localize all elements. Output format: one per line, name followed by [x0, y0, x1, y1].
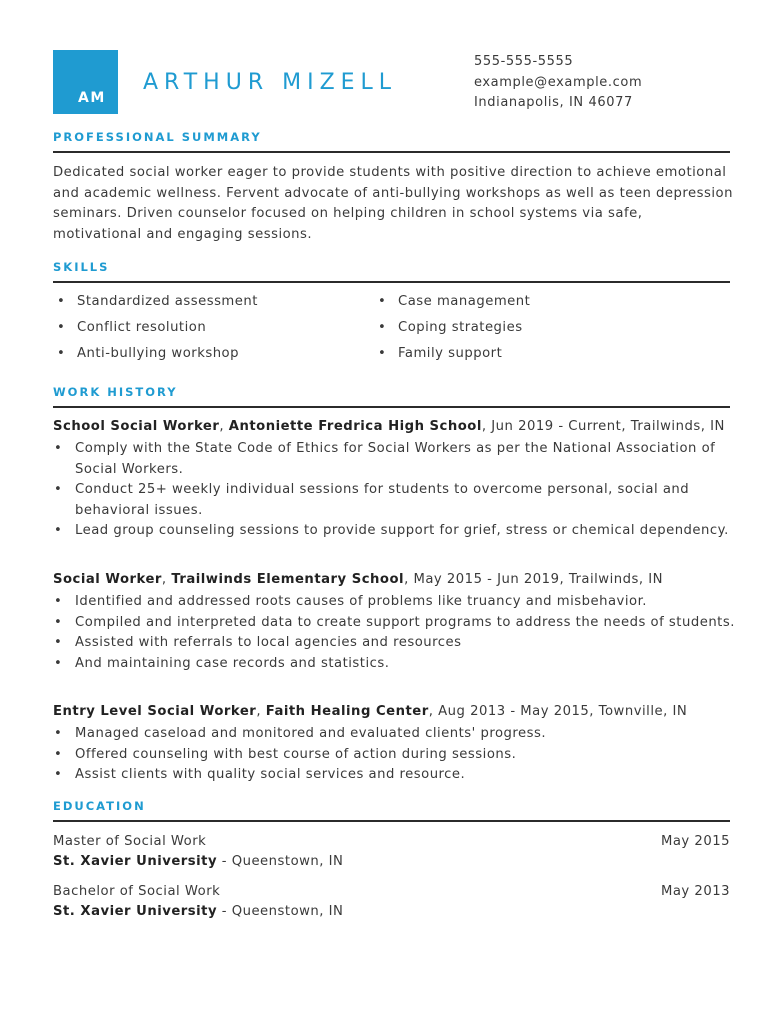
- section-divider: [53, 151, 730, 153]
- job-bullet: • And maintaining case records and statistics.: [75, 654, 735, 675]
- job-bullet-list: [75, 592, 735, 674]
- job-bullet: • Identified and addressed roots causes of problems like truancy and misbehavior.: [75, 592, 735, 613]
- job-bullet-list: [75, 724, 735, 786]
- job-header: Entry Level Social Worker, Faith Healing Center, Aug 2013 - May 2015, Townville, IN: [53, 704, 688, 719]
- section-divider: [53, 406, 730, 408]
- skill-item: • Anti-bullying workshop: [57, 346, 239, 361]
- degree-date: May 2015: [660, 834, 730, 849]
- job-employer: Trailwinds Elementary School: [171, 572, 405, 587]
- job-details: , May 2015 - Jun 2019, Trailwinds, IN: [404, 572, 663, 587]
- location: Indianapolis, IN 46077: [474, 95, 633, 110]
- work-history-heading: WORK HISTORY: [53, 385, 178, 399]
- job-bullet: • Assist clients with quality social services and resource.: [75, 765, 735, 786]
- job-header: Social Worker, Trailwinds Elementary School, May 2015 - Jun 2019, Trailwinds, IN: [53, 572, 663, 587]
- job-employer: Antoniette Fredrica High School: [228, 419, 482, 434]
- email-address: example@example.com: [474, 74, 643, 90]
- skill-item: • Family support: [378, 346, 503, 361]
- job-bullet: • Conduct 25+ weekly individual sessions for students to overcome personal, social and behavioral issues.: [75, 480, 735, 521]
- section-divider: [53, 281, 730, 283]
- school-line: [53, 904, 343, 919]
- degree-date: May 2013: [660, 884, 730, 899]
- candidate-name: ARTHUR MIZELL: [143, 70, 398, 95]
- job-details: , Jun 2019 - Current, Trailwinds, IN: [481, 419, 725, 434]
- job-bullet: • Assisted with referrals to local agencies and resources: [75, 633, 735, 654]
- monogram-badge: [53, 50, 118, 114]
- skill-item: • Standardized assessment: [57, 294, 258, 309]
- summary-text: Dedicated social worker eager to provide students with positive direction to achieve emotional and academic wellness. Fervent advocate of anti-bullying workshops as well as teen depression seminars. Driven counselor focused on helping children in school systems via safe, motivational and engaging sessions.: [53, 165, 733, 242]
- monogram-initials: AM: [78, 90, 106, 106]
- section-divider: [53, 820, 730, 822]
- job-bullet: • Compiled and interpreted data to create support programs to address the needs of students.: [75, 613, 735, 634]
- job-details: , Aug 2013 - May 2015, Townville, IN: [428, 704, 688, 719]
- school-line: [53, 854, 343, 869]
- contact-info: [474, 52, 642, 114]
- job-bullet: • Comply with the State Code of Ethics for Social Workers as per the National Association of Social Workers.: [75, 439, 735, 480]
- skill-item: • Coping strategies: [378, 320, 523, 335]
- job-bullet: • Lead group counseling sessions to provide support for grief, stress or chemical dependency.: [75, 521, 735, 542]
- degree-name: Master of Social Work: [53, 834, 207, 849]
- skill-item: • Case management: [378, 294, 531, 309]
- school-location: - Queenstown, IN: [217, 854, 344, 869]
- school-name: St. Xavier University: [53, 854, 218, 869]
- job-bullet: • Managed caseload and monitored and evaluated clients' progress.: [75, 724, 735, 745]
- skill-item: • Conflict resolution: [57, 320, 207, 335]
- education-heading: EDUCATION: [53, 799, 146, 813]
- job-employer: Faith Healing Center: [265, 704, 429, 719]
- summary-heading: PROFESSIONAL SUMMARY: [53, 130, 262, 144]
- job-bullet-list: [75, 439, 735, 542]
- degree-name: Bachelor of Social Work: [53, 884, 221, 899]
- school-location: - Queenstown, IN: [217, 904, 344, 919]
- job-role: Entry Level Social Worker: [53, 704, 257, 719]
- phone-number: 555-555-5555: [474, 54, 574, 69]
- job-header: School Social Worker, Antoniette Fredrica High School, Jun 2019 - Current, Trailwinds, IN: [53, 419, 725, 434]
- school-name: St. Xavier University: [53, 904, 218, 919]
- skills-heading: SKILLS: [53, 260, 110, 274]
- job-role: School Social Worker: [53, 419, 220, 434]
- job-role: Social Worker: [53, 572, 162, 587]
- job-bullet: • Offered counseling with best course of action during sessions.: [75, 745, 735, 766]
